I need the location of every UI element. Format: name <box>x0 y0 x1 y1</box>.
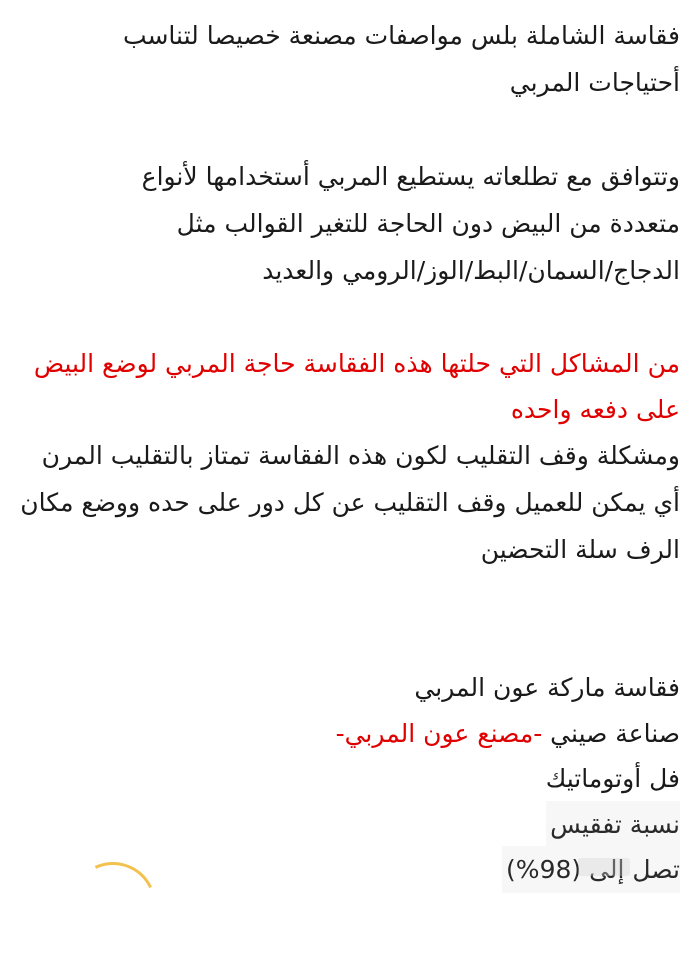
turning-line-3: الرف سلة التحضين <box>480 535 680 564</box>
turning-line-1: ومشكلة وقف التقليب لكون هذه الفقاسة تمتاز بالتقليب المرن <box>41 441 680 470</box>
brand-line: فقاسة ماركة عون المربي <box>414 673 680 702</box>
compatibility-line-3: الدجاج/السمان/البط/الوز/الرومي والعديد <box>262 256 680 285</box>
turning-line-2: أي يمكن للعميل وقف التقليب عن كل دور على حده ووضع مكان <box>20 488 680 517</box>
origin-highlight: -مصنع عون المربي- <box>335 719 543 748</box>
compatibility-line-1: وتتوافق مع تطلعاته يستطيع المربي أستخدامها لأنواع <box>141 162 680 191</box>
hatch-rate-value: تصل إلى (98%) <box>502 846 680 893</box>
automation-line: فل أوتوماتيك <box>545 764 680 793</box>
origin-prefix: صناعة صيني <box>542 719 680 748</box>
hatch-rate-label: نسبة تفقيس <box>546 801 680 848</box>
problems-line-1: من المشاكل التي حلتها هذه الفقاسة حاجة المربي لوضع البيض <box>33 349 680 378</box>
problems-line-2: على دفعه واحده <box>510 395 680 424</box>
intro-line-2: أحتياجات المربي <box>509 68 680 97</box>
origin-line <box>336 710 680 757</box>
compatibility-line-2: متعددة من البيض دون الحاجة للتغير القوالب مثل <box>176 209 680 238</box>
watermark-logo <box>578 858 630 876</box>
decorative-arc-icon <box>58 850 168 960</box>
intro-line-1: فقاسة الشاملة بلس مواصفات مصنعة خصيصا لتناسب <box>122 21 680 50</box>
